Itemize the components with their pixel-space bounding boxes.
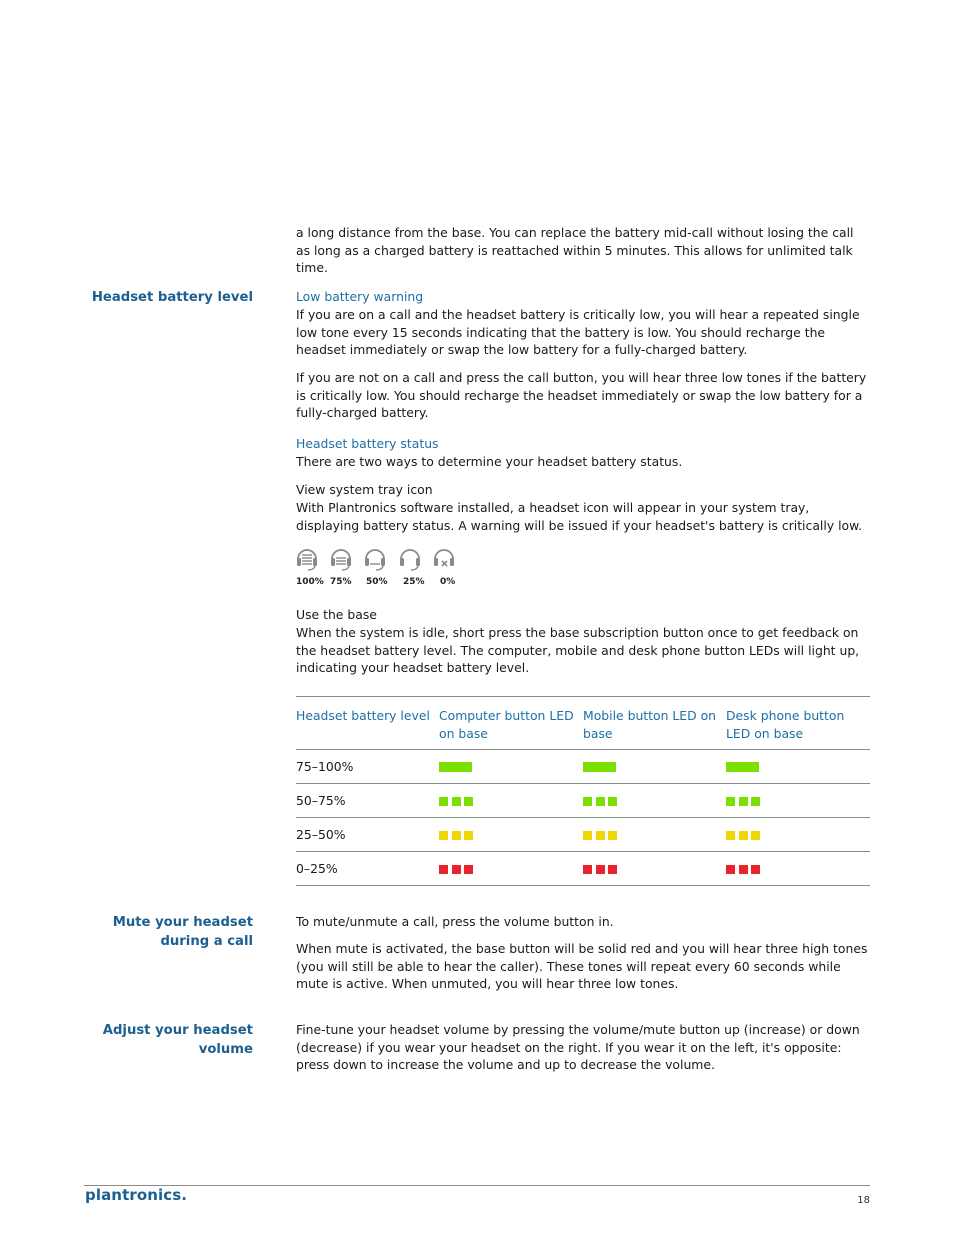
- table-header-cell: Computer button LED on base: [439, 697, 583, 750]
- led-dot: [751, 797, 760, 806]
- led-cell: [583, 852, 726, 886]
- led-cell: [726, 852, 870, 886]
- system-tray-body: With Plantronics software installed, a headset icon will appear in your system tray, displaying battery status. A warning will be issued if your headset's battery is critically low.: [296, 500, 863, 533]
- low-battery-warning-p1: If you are on a call and the headset battery is critically low, you will hear a repeated single low tone every 15 seconds indicating that the battery is low. You should recharge the headset immediately or swap the low battery for a fully-charged battery.: [296, 307, 860, 358]
- battery-level-cell: 50–75%: [296, 784, 439, 818]
- battery-led-table: [296, 696, 870, 886]
- led-dot: [596, 797, 605, 806]
- led-dot: [439, 797, 448, 806]
- led-blink-indicator: [726, 865, 760, 874]
- led-dot: [726, 831, 735, 840]
- tray-icon-label: 50%: [366, 577, 388, 587]
- battery-status-intro: There are two ways to determine your headset battery status.: [296, 454, 683, 469]
- battery-100-icon: [296, 546, 320, 572]
- led-dot: [583, 831, 592, 840]
- led-cell: [726, 818, 870, 852]
- led-blink-indicator: [583, 797, 617, 806]
- volume-paragraph: Fine-tune your headset volume by pressing the volume/mute button up (increase) or down (decrease) if you wear your headset on the right. If you wear it on the left, it's opposite: press down to increase the volume and up to decrease the volume.: [296, 1022, 860, 1073]
- battery-25-icon: [399, 546, 423, 572]
- use-base-body: When the system is idle, short press the base subscription button once to get feedback on the headset battery level. The computer, mobile and desk phone button LEDs will light up, indicating your headset battery level.: [296, 625, 860, 676]
- intro-paragraph: a long distance from the base. You can replace the battery mid-call without losing the call as long as a charged battery is reattached within 5 minutes. This allows for unlimited talk time.: [296, 225, 854, 276]
- led-dot: [439, 865, 448, 874]
- led-blink-indicator: [726, 831, 760, 840]
- led-solid-indicator: [726, 762, 759, 772]
- led-blink-indicator: [583, 865, 617, 874]
- led-blink-indicator: [726, 797, 760, 806]
- section-heading-battery-level: Headset battery level: [91, 290, 253, 305]
- table-row: [296, 750, 870, 784]
- led-cell: [726, 750, 870, 784]
- led-dot: [739, 797, 748, 806]
- led-blink-indicator: [583, 831, 617, 840]
- led-cell: [583, 818, 726, 852]
- system-tray-title: View system tray icon: [296, 482, 433, 497]
- mute-paragraph-1: To mute/unmute a call, press the volume button in.: [296, 914, 614, 929]
- tray-icon-row: [296, 546, 466, 592]
- led-dot: [583, 865, 592, 874]
- tray-icon-label: 25%: [403, 577, 425, 587]
- led-dot: [608, 797, 617, 806]
- battery-level-cell: 75–100%: [296, 750, 439, 784]
- led-dot: [464, 797, 473, 806]
- led-cell: [439, 750, 583, 784]
- led-blink-indicator: [439, 865, 473, 874]
- tray-icon-label: 75%: [330, 577, 352, 587]
- led-cell: [439, 818, 583, 852]
- led-dot: [439, 831, 448, 840]
- table-header-cell: Headset battery level: [296, 697, 439, 750]
- battery-level-cell: 25–50%: [296, 818, 439, 852]
- table-row: [296, 852, 870, 886]
- led-cell: [583, 784, 726, 818]
- table-header-row: [296, 697, 870, 750]
- battery-level-cell: 0–25%: [296, 852, 439, 886]
- led-dot: [596, 865, 605, 874]
- led-cell: [583, 750, 726, 784]
- section-heading-mute: Mute your headset during a call: [112, 915, 253, 949]
- led-blink-indicator: [439, 831, 473, 840]
- low-battery-warning-title: Low battery warning: [296, 289, 424, 304]
- table-header-cell: Desk phone button LED on base: [726, 697, 870, 750]
- led-cell: [439, 852, 583, 886]
- led-dot: [452, 865, 461, 874]
- plantronics-logo: plantronics.: [85, 1186, 188, 1204]
- led-dot: [739, 831, 748, 840]
- led-dot: [464, 831, 473, 840]
- battery-50-icon: [364, 546, 388, 572]
- led-dot: [596, 831, 605, 840]
- table-header-cell: Mobile button LED on base: [583, 697, 726, 750]
- low-battery-warning-p2: If you are not on a call and press the call button, you will hear three low tones if the battery is critically low. You should recharge the headset immediately or swap the low battery for a fully-charged battery.: [296, 370, 867, 421]
- led-dot: [452, 797, 461, 806]
- tray-icon-label: 0%: [440, 577, 456, 587]
- mute-paragraph-2: When mute is activated, the base button will be solid red and you will hear three high tones (you will still be able to hear the caller). These tones will repeat every 60 seconds while mute is active. When unmuted, you will hear three low tones.: [296, 941, 868, 992]
- led-dot: [739, 865, 748, 874]
- led-blink-indicator: [439, 797, 473, 806]
- led-cell: [439, 784, 583, 818]
- led-cell: [726, 784, 870, 818]
- led-dot: [751, 865, 760, 874]
- tray-icon-label: 100%: [296, 577, 324, 587]
- table-row: [296, 818, 870, 852]
- led-dot: [608, 831, 617, 840]
- led-dot: [583, 797, 592, 806]
- table-row: [296, 784, 870, 818]
- battery-0-icon: [433, 546, 457, 572]
- page-number: 18: [857, 1195, 870, 1206]
- battery-75-icon: [330, 546, 354, 572]
- battery-status-title: Headset battery status: [296, 436, 439, 451]
- footer-divider: [84, 1185, 870, 1186]
- led-dot: [464, 865, 473, 874]
- led-dot: [726, 797, 735, 806]
- led-dot: [726, 865, 735, 874]
- led-dot: [452, 831, 461, 840]
- led-solid-indicator: [583, 762, 616, 772]
- led-dot: [608, 865, 617, 874]
- led-dot: [751, 831, 760, 840]
- led-solid-indicator: [439, 762, 472, 772]
- section-heading-volume: Adjust your headset volume: [102, 1023, 253, 1057]
- use-base-title: Use the base: [296, 607, 377, 622]
